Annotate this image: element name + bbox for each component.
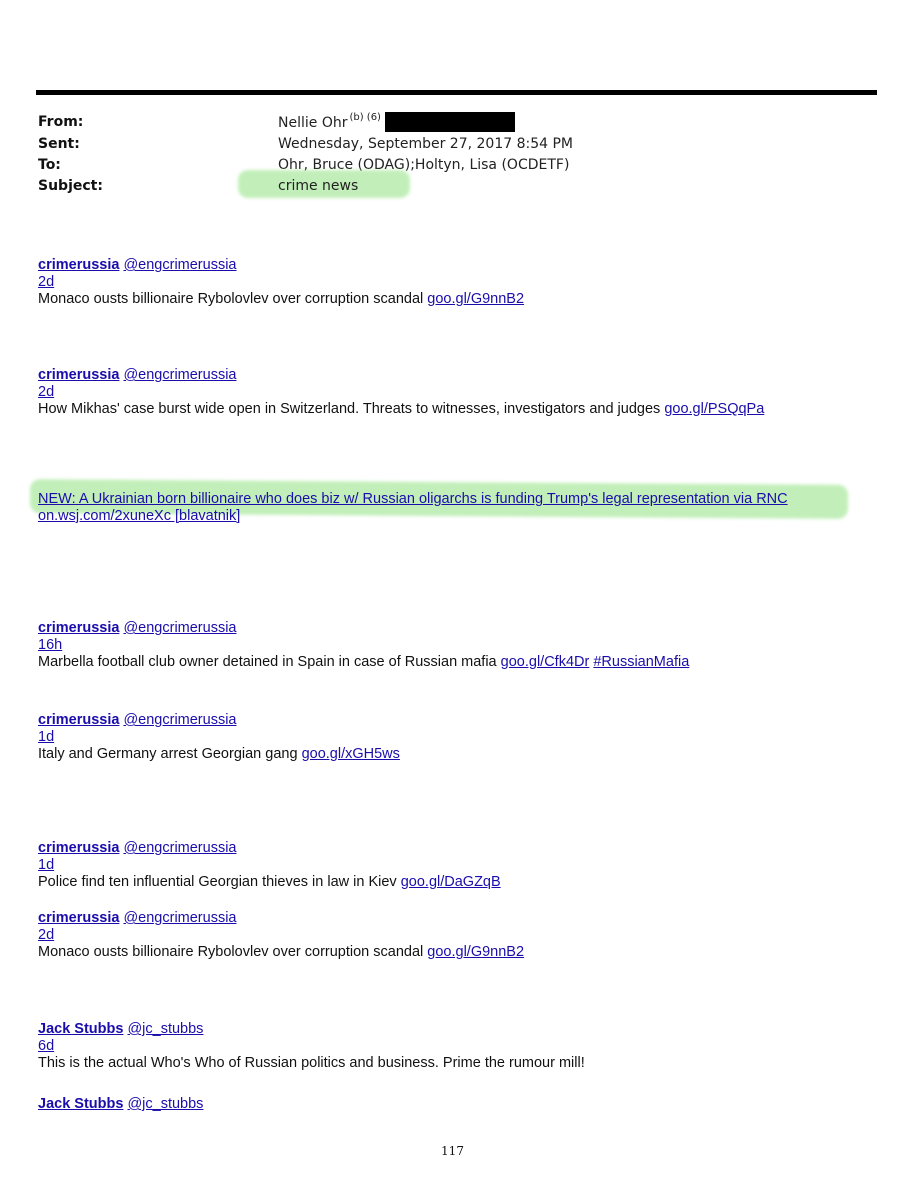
tweet-author[interactable]: crimerussia [38,620,120,636]
tweet-link[interactable]: goo.gl/G9nnB2 [427,291,525,307]
tweet-body: Monaco ousts billionaire Rybolovlev over corruption scandal [38,944,424,960]
tweet-age[interactable]: 2d [38,274,55,290]
tweet-author[interactable]: crimerussia [38,257,120,273]
tweet-link[interactable]: goo.gl/xGH5ws [301,746,400,762]
tweet-item [38,491,788,525]
tweet-author[interactable]: crimerussia [38,840,120,856]
tweet-body: Marbella football club owner detained in Spain in case of Russian mafia [38,654,497,670]
sent-value: Wednesday, September 27, 2017 8:54 PM [278,136,573,152]
tweet-handle[interactable]: @engcrimerussia [123,367,237,383]
tweet-author-line [38,712,400,729]
tweet-author-line [38,620,689,637]
tweet-handle[interactable]: @engcrimerussia [123,712,237,728]
tweet-body: This is the actual Who's Who of Russian politics and business. Prime the rumour mill! [38,1055,585,1071]
tweet-author-line [38,1021,585,1038]
tweet-text [38,291,524,308]
tweet-author-line [38,257,524,274]
tweet-handle[interactable]: @engcrimerussia [123,257,237,273]
subject-value: crime news [278,178,359,194]
tweet-author-line [38,367,764,384]
tweet-text [38,1055,585,1072]
tweet-handle[interactable]: @jc_stubbs [127,1021,204,1037]
tweet-age[interactable]: 6d [38,1038,55,1054]
redaction-box [385,112,515,132]
from-value [278,112,515,135]
tweet-link[interactable]: goo.gl/DaGZqB [400,874,501,890]
tweet-handle[interactable]: @jc_stubbs [127,1096,204,1112]
sender-name: Nellie Ohr [278,115,348,131]
redaction-code: (b) (6) [349,112,381,123]
tweet-body: How Mikhas' case burst wide open in Switzerland. Threats to witnesses, investigators and judges [38,401,661,417]
tweet-author[interactable]: crimerussia [38,910,120,926]
tweet-item [38,257,524,308]
tweet-age[interactable]: 2d [38,927,55,943]
tweet-age[interactable]: 1d [38,729,55,745]
tweet-item [38,840,501,891]
to-label: To: [38,157,61,173]
tweet-text [38,944,524,961]
tweet-handle[interactable]: @engcrimerussia [123,910,237,926]
tweet-author-line [38,1096,203,1113]
tweet-author-line [38,840,501,857]
tweet-hashtag[interactable]: #RussianMafia [593,654,690,670]
tweet-handle[interactable]: @engcrimerussia [123,840,237,856]
tweet-text [38,401,764,418]
tweet-author[interactable]: Jack Stubbs [38,1096,124,1112]
subject-label: Subject: [38,178,103,194]
tweet-text [38,654,689,671]
tweet-author[interactable]: crimerussia [38,367,120,383]
tweet-item [38,367,764,418]
tweet-text [38,874,501,891]
tweet-link-line-2[interactable]: on.wsj.com/2xuneXc [blavatnik] [38,508,241,524]
page-number: 117 [441,1144,464,1158]
tweet-age[interactable]: 16h [38,637,63,653]
tweet-text [38,746,400,763]
to-value: Ohr, Bruce (ODAG);Holtyn, Lisa (OCDETF) [278,157,570,173]
email-header [38,112,878,202]
from-label: From: [38,114,84,130]
tweet-body: Italy and Germany arrest Georgian gang [38,746,298,762]
tweet-link[interactable]: goo.gl/Cfk4Dr [500,654,590,670]
tweet-item [38,910,524,961]
tweet-item [38,620,689,671]
sent-label: Sent: [38,136,80,152]
tweet-body: Monaco ousts billionaire Rybolovlev over corruption scandal [38,291,424,307]
tweet-author[interactable]: crimerussia [38,712,120,728]
tweet-author[interactable]: Jack Stubbs [38,1021,124,1037]
tweet-author-line [38,910,524,927]
tweet-handle[interactable]: @engcrimerussia [123,620,237,636]
tweet-link[interactable]: goo.gl/G9nnB2 [427,944,525,960]
tweet-item [38,1096,203,1113]
header-rule [36,90,877,95]
tweet-age[interactable]: 1d [38,857,55,873]
tweet-age[interactable]: 2d [38,384,55,400]
tweet-body: Police find ten influential Georgian thieves in law in Kiev [38,874,397,890]
tweet-item [38,712,400,763]
tweet-link[interactable]: goo.gl/PSQqPa [664,401,765,417]
tweet-link-line-1[interactable]: NEW: A Ukrainian born billionaire who does biz w/ Russian oligarchs is funding Trump's legal representation via RNC [38,491,788,507]
tweet-item [38,1021,585,1072]
